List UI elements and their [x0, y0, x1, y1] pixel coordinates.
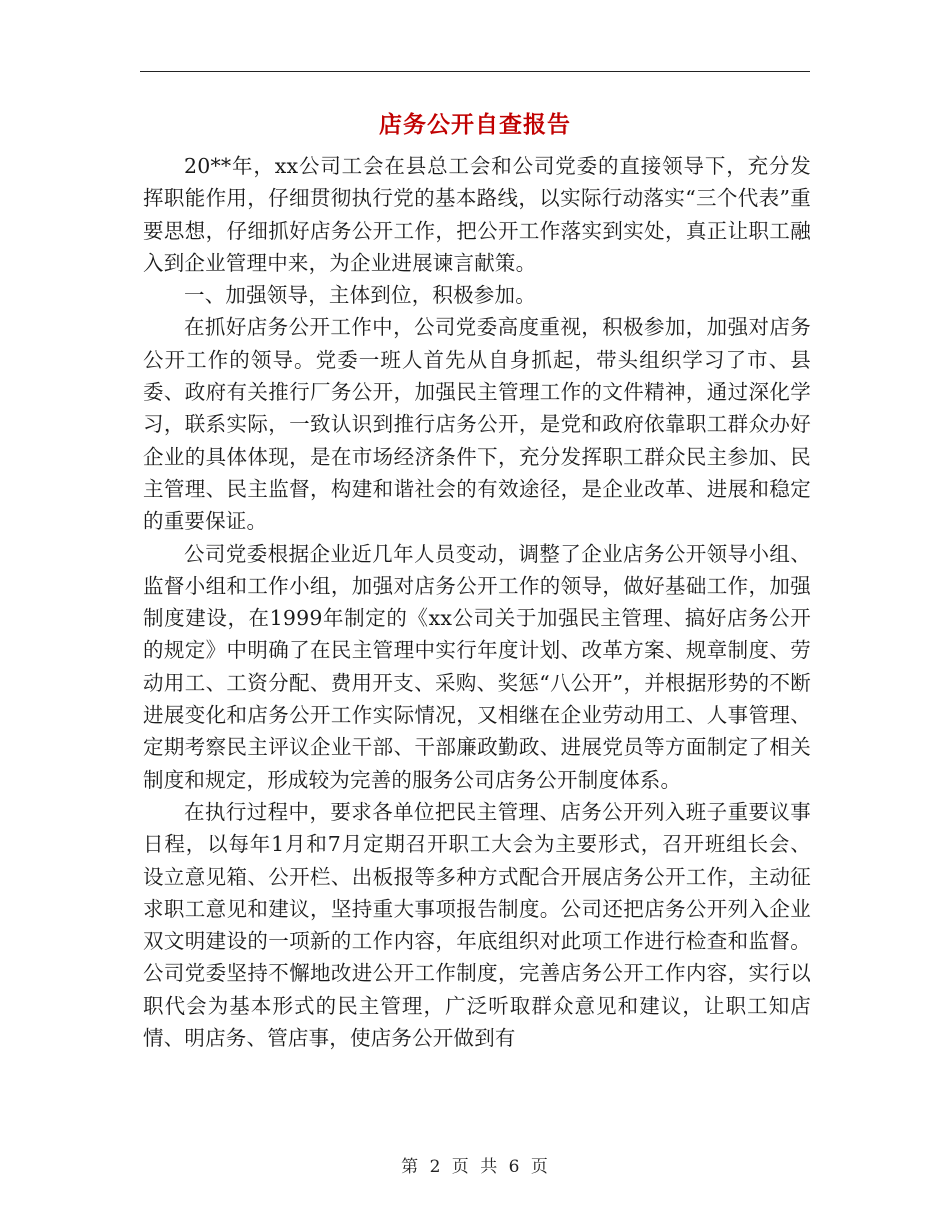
paragraph: 公司党委根据企业近几年人员变动，调整了企业店务公开领导小组、监督小组和工作小组，加强对店务公开工作的领导，做好基础工作，加强制度建设，在1999年制定的《xx公司关于加强民主管理、搞好店务公开的规定》中明确了在民主管理中实行年度计划、改革方案、规章制度、劳动用工、工资分配、费用开支、采购、奖惩“八公开”，并根据形势的不断进展变化和店务公开工作实际情况，又相继在企业劳动用工、人事管理、定期考察民主评议企业干部、干部廉政勤政、进展党员等方面制定了相关制度和规定，形成较为完善的服务公司店务公开制度体系。 — [143, 541, 811, 792]
section-heading-1: 一、加强领导，主体到位，积极参加。 — [184, 283, 536, 308]
page-number-footer: 第 2 页 共 6 页 — [401, 1157, 549, 1177]
header-rule — [140, 71, 810, 72]
document-body — [143, 150, 811, 1054]
paragraph: 在抓好店务公开工作中，公司党委高度重视，积极参加，加强对店务公开工作的领导。党委一班人首先从自身抓起，带头组织学习了市、县委、政府有关推行厂务公开，加强民主管理工作的文件精神，通过深化学习，联系实际，一致认识到推行店务公开，是党和政府依靠职工群众办好企业的具体体现，是在市场经济条件下，充分发挥职工群众民主参加、民主管理、民主监督，构建和谐社会的有效途径，是企业改革、进展和稳定的重要保证。 — [143, 315, 811, 534]
paragraph: 在执行过程中，要求各单位把民主管理、店务公开列入班子重要议事日程，以每年1月和7月定期召开职工大会为主要形式，召开班组长会、设立意见箱、公开栏、出板报等多种方式配合开展店务公开工作，主动征求职工意见和建议，坚持重大事项报告制度。公司还把店务公开列入企业双文明建设的一项新的工作内容，年底组织对此项工作进行检查和监督。公司党委坚持不懈地改进公开工作制度，完善店务公开工作内容，实行以职代会为基本形式的民主管理，广泛听取群众意见和建议，让职工知店情、明店务、管店事，使店务公开做到有 — [143, 799, 811, 1051]
document-title: 店务公开自查报告 — [379, 111, 571, 138]
paragraph-intro: 20**年，xx公司工会在县总工会和公司党委的直接领导下，充分发挥职能作用，仔细贯彻执行党的基本路线，以实际行动落实“三个代表”重要思想，仔细抓好店务公开工作，把公开工作落实到实处，真正让职工融入到企业管理中来，为企业进展谏言献策。 — [143, 154, 811, 275]
